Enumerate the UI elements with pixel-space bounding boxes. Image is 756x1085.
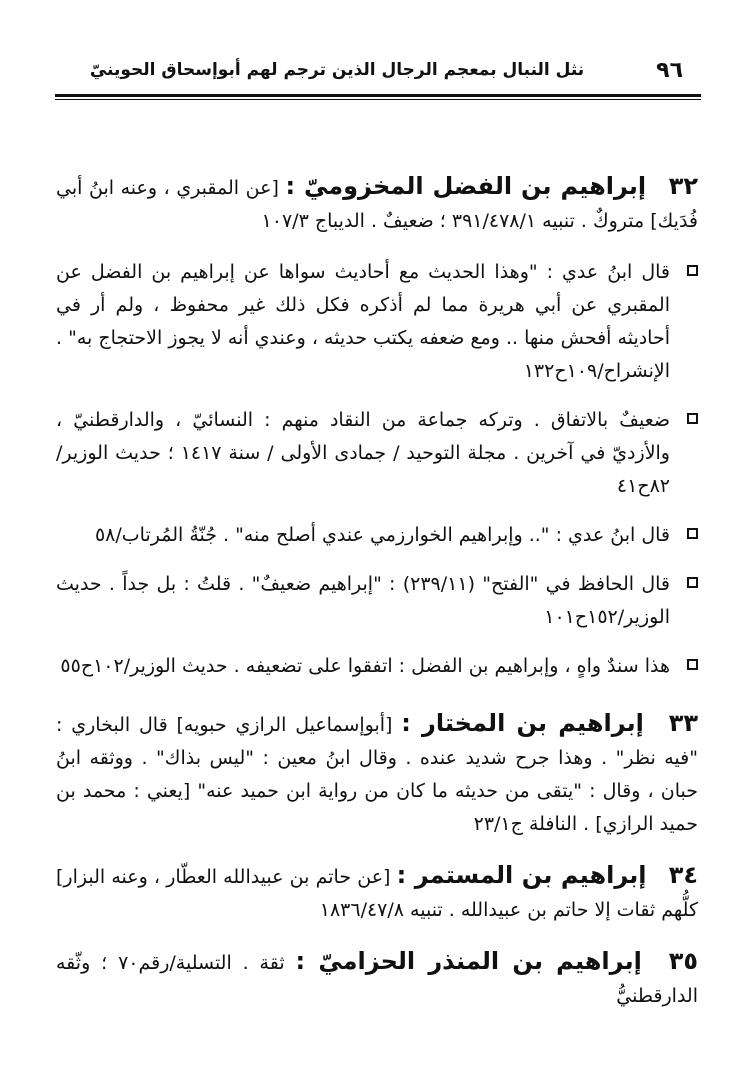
entry-text: [عن المقبري ، وعنه ابنُ أبي فُدَيك] متروكٌ . تنبيه ٣٩١/٤٧٨/١ ؛ ضعيفٌ . الديباج ١٠٧/٣	[56, 177, 698, 232]
square-bullet-icon	[687, 659, 698, 670]
narrator-name: إبراهيم بن المستمر :	[396, 861, 647, 889]
note-text: ضعيفٌ بالاتفاق . وتركه جماعة من النقاد منهم : النسائيّ ، والدارقطنيّ ، والأزديّ في آخرين . مجلة التوحيد / جمادى الأولى / سنة ١٤١٧ ؛ حديث الوزير/٨٢ح٤١	[56, 409, 670, 497]
square-bullet-icon	[687, 265, 698, 276]
entry-text: ثقة . التسلية/رقم٧٠ ؛ وثّقه الدارقطنيُّ	[56, 952, 698, 1007]
note-text: قال ابنُ عدي : "وهذا الحديث مع أحاديث سواها عن إبراهيم بن الفضل عن المقبري عن أبي هريرة مما لم أذكره فكل ذلك غير محفوظ ، ولم أر في أحاديثه أفحش منها .. ومع ضعفه يكتب حديثه ، وعندي أنه لا يجوز الاحتجاج به" . الإنشراح/١٠٩ح١٣٢	[56, 261, 670, 382]
narrator-name: إبراهيم بن المختار :	[401, 709, 644, 737]
note-text: هذا سندٌ واهٍ ، وإبراهيم بن الفضل : اتفقوا على تضعيفه . حديث الوزير/١٠٢ح٥٥	[60, 655, 670, 677]
entry-33	[56, 707, 698, 841]
note-text: قال ابنُ عدي : ".. وإبراهيم الخوارزمي عندي أصلح منه" . جُنّةُ المُرتاب/٥٨	[94, 524, 670, 546]
note-item	[56, 256, 698, 388]
running-title: نثل النبال بمعجم الرجال الذين ترجم لهم أبوإسحاق الحوينيّ	[89, 60, 585, 80]
note-item	[56, 568, 698, 634]
entry-35	[56, 945, 698, 1013]
entry-text: [عن حاتم بن عبيدالله العطّار ، وعنه البزار] كلُّهم ثقات إلا حاتم بن عبيدالله . تنبيه ١٨٣٦/٤٧/٨	[56, 866, 698, 921]
header-rule-thick	[55, 94, 701, 97]
entry-number: ٣٤	[668, 861, 698, 889]
page-header	[55, 58, 701, 92]
entry-34	[56, 859, 698, 927]
entry-number: ٣٥	[668, 947, 698, 975]
header-rule-thin	[55, 99, 701, 100]
note-item	[56, 650, 698, 683]
entry-32-notes	[56, 256, 698, 683]
note-text: قال الحافظ في "الفتح" (٢٣٩/١١) : "إبراهيم ضعيفٌ" . قلتُ : بل جداً . حديث الوزير/١٥٢ح١٠١	[56, 573, 671, 628]
note-item	[56, 519, 698, 552]
square-bullet-icon	[687, 528, 698, 539]
narrator-name: إبراهيم بن الفضل المخزوميّ :	[285, 172, 647, 200]
note-item	[56, 404, 698, 503]
narrator-name: إبراهيم بن المنذر الحزاميّ :	[295, 947, 642, 975]
entry-32	[56, 170, 698, 238]
page-number: ٩٦	[656, 58, 683, 83]
square-bullet-icon	[687, 413, 698, 424]
entry-number: ٣٣	[668, 709, 698, 737]
square-bullet-icon	[687, 577, 698, 588]
entry-text: [أبوإسماعيل الرازي حبويه] قال البخاري : "فيه نظر" . وهذا جرح شديد عنده . وقال ابنُ معين : "ليس بذاك" . ووثقه ابنُ حبان ، وقال : "يتقى من حديثه ما كان من رواية ابن حميد عنه" [يعني : محمد بن حميد الرازي] . النافلة ج٢٣/١	[56, 714, 698, 835]
page-content	[56, 170, 698, 1031]
entry-number: ٣٢	[668, 172, 699, 200]
